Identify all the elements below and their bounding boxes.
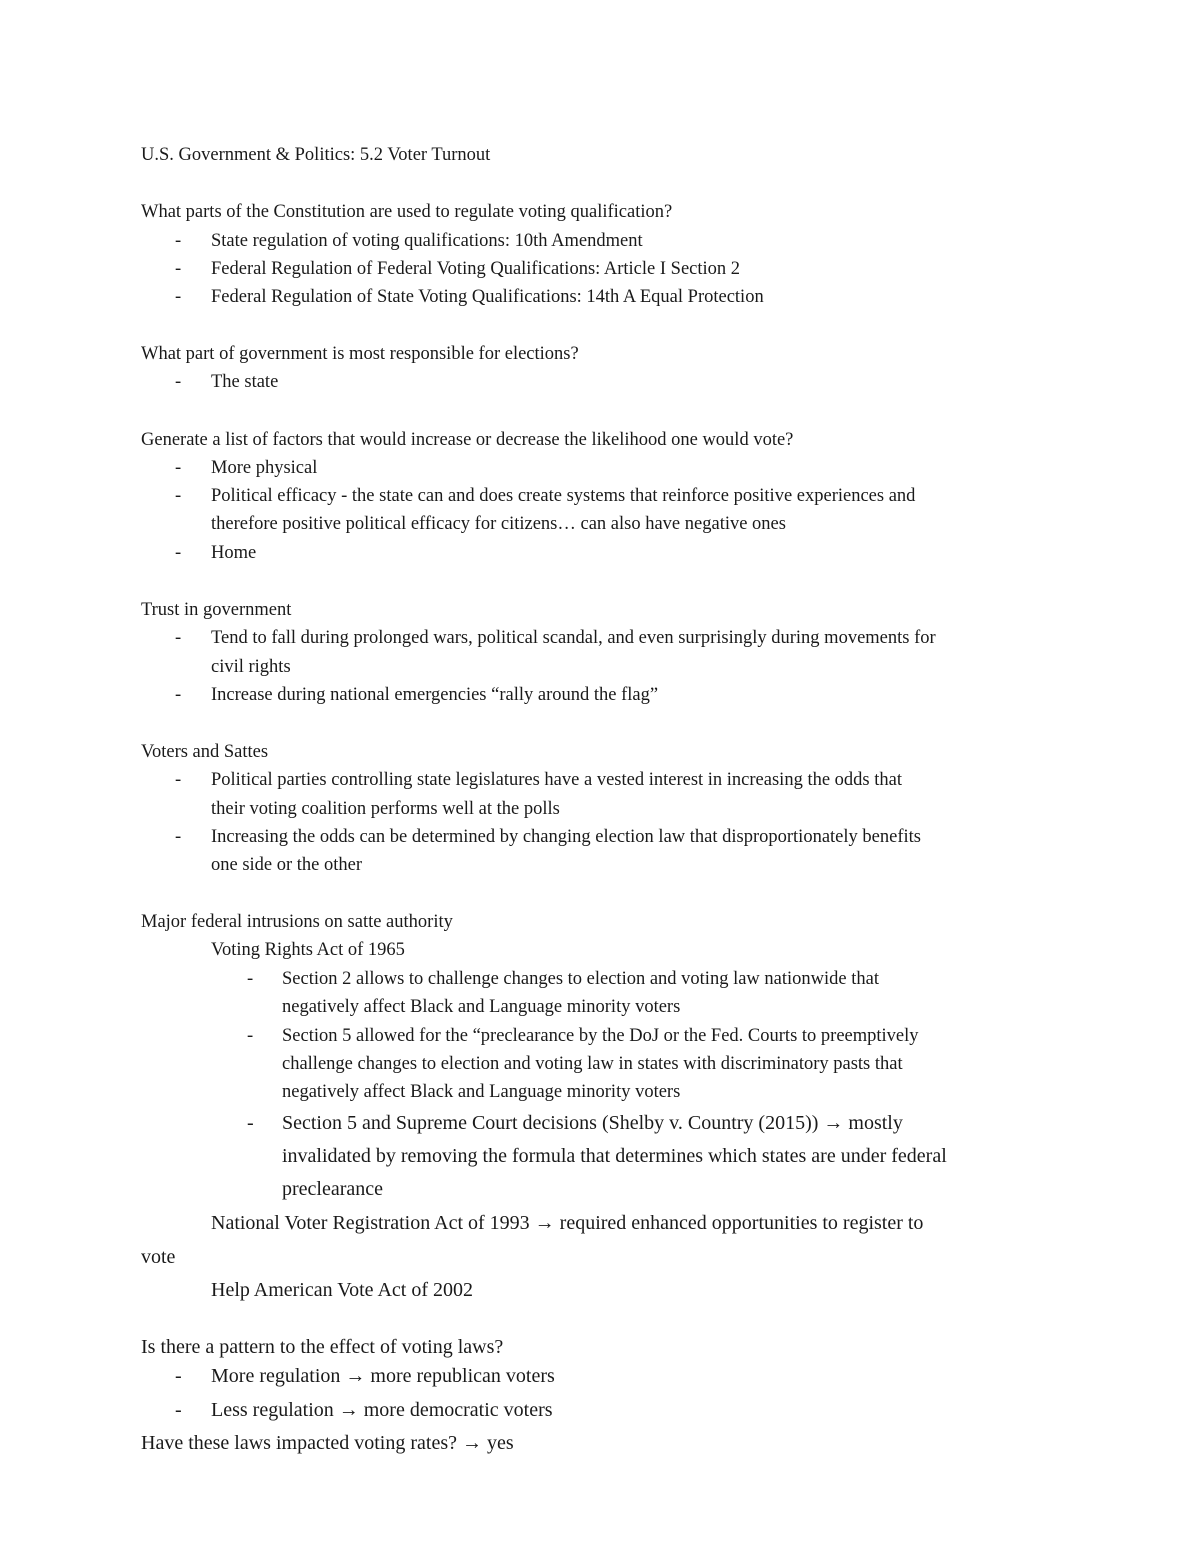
impact-line: Have these laws impacted voting rates? → yes xyxy=(141,1432,514,1454)
bullet: - xyxy=(247,1112,254,1134)
bullet: - xyxy=(175,1399,182,1421)
list-item: Federal Regulation of Federal Voting Qualifications: Article I Section 2 xyxy=(211,259,741,279)
list-item: Home xyxy=(211,543,257,563)
list-item: More physical xyxy=(211,458,318,478)
list-item: Section 5 and Supreme Court decisions (Shelby v. Country (2015)) → mostly xyxy=(282,1112,903,1134)
question-factors: Generate a list of factors that would increase or decrease the likelihood one would vote? xyxy=(141,430,794,450)
list-item: Tend to fall during prolonged wars, political scandal, and even surprisingly during movements for xyxy=(211,628,936,648)
list-item: Section 5 allowed for the “preclearance by the DoJ or the Fed. Courts to preemptively xyxy=(282,1026,919,1046)
bullet: - xyxy=(175,543,182,563)
list-item: More regulation → more republican voters xyxy=(211,1365,555,1387)
heading-intrusions: Major federal intrusions on satte authority xyxy=(141,912,453,932)
bullet: - xyxy=(175,770,182,790)
bullet: - xyxy=(175,628,182,648)
question-pattern: Is there a pattern to the effect of voting laws? xyxy=(141,1336,504,1358)
list-item-continuation: invalidated by removing the formula that determines which states are under federal xyxy=(282,1145,947,1167)
subheading-vra: Voting Rights Act of 1965 xyxy=(211,940,405,960)
list-item: State regulation of voting qualifications: 10th Amendment xyxy=(211,231,643,251)
bullet: - xyxy=(175,827,182,847)
list-item: Federal Regulation of State Voting Qualifications: 14th A Equal Protection xyxy=(211,287,764,307)
heading-voters-states: Voters and Sattes xyxy=(141,742,269,762)
bullet: - xyxy=(175,372,182,392)
list-item: The state xyxy=(211,372,279,392)
list-item: Section 2 allows to challenge changes to election and voting law nationwide that xyxy=(282,969,879,989)
list-item-continuation: negatively affect Black and Language minority voters xyxy=(282,997,681,1017)
heading-trust: Trust in government xyxy=(141,600,292,620)
question-constitution: What parts of the Constitution are used to regulate voting qualification? xyxy=(141,202,673,222)
nvra-line: National Voter Registration Act of 1993 → required enhanced opportunities to register to xyxy=(211,1212,924,1234)
bullet: - xyxy=(175,458,182,478)
list-item-continuation: challenge changes to election and voting law in states with discriminatory pasts that xyxy=(282,1054,903,1074)
bullet: - xyxy=(175,259,182,279)
nvra-line-continuation: vote xyxy=(141,1246,176,1268)
question-responsible: What part of government is most responsible for elections? xyxy=(141,344,579,364)
list-item-continuation: civil rights xyxy=(211,657,291,677)
list-item-continuation: their voting coalition performs well at the polls xyxy=(211,799,560,819)
bullet: - xyxy=(175,231,182,251)
list-item-continuation: therefore positive political efficacy for citizens… can also have negative ones xyxy=(211,514,786,534)
bullet: - xyxy=(247,1026,254,1046)
list-item: Increase during national emergencies “rally around the flag” xyxy=(211,685,659,705)
hava-line: Help American Vote Act of 2002 xyxy=(211,1279,473,1301)
bullet: - xyxy=(247,969,254,989)
list-item: Less regulation → more democratic voters xyxy=(211,1399,553,1421)
list-item-continuation: preclearance xyxy=(282,1178,384,1200)
list-item-continuation: one side or the other xyxy=(211,855,363,875)
bullet: - xyxy=(175,1365,182,1387)
list-item: Political parties controlling state legislatures have a vested interest in increasing the odds that xyxy=(211,770,902,790)
list-item-continuation: negatively affect Black and Language minority voters xyxy=(282,1082,681,1102)
bullet: - xyxy=(175,685,182,705)
document-title: U.S. Government & Politics: 5.2 Voter Turnout xyxy=(141,145,491,165)
list-item: Increasing the odds can be determined by changing election law that disproportionately benefits xyxy=(211,827,921,847)
bullet: - xyxy=(175,486,182,506)
list-item: Political efficacy - the state can and does create systems that reinforce positive experiences and xyxy=(211,486,916,506)
bullet: - xyxy=(175,287,182,307)
